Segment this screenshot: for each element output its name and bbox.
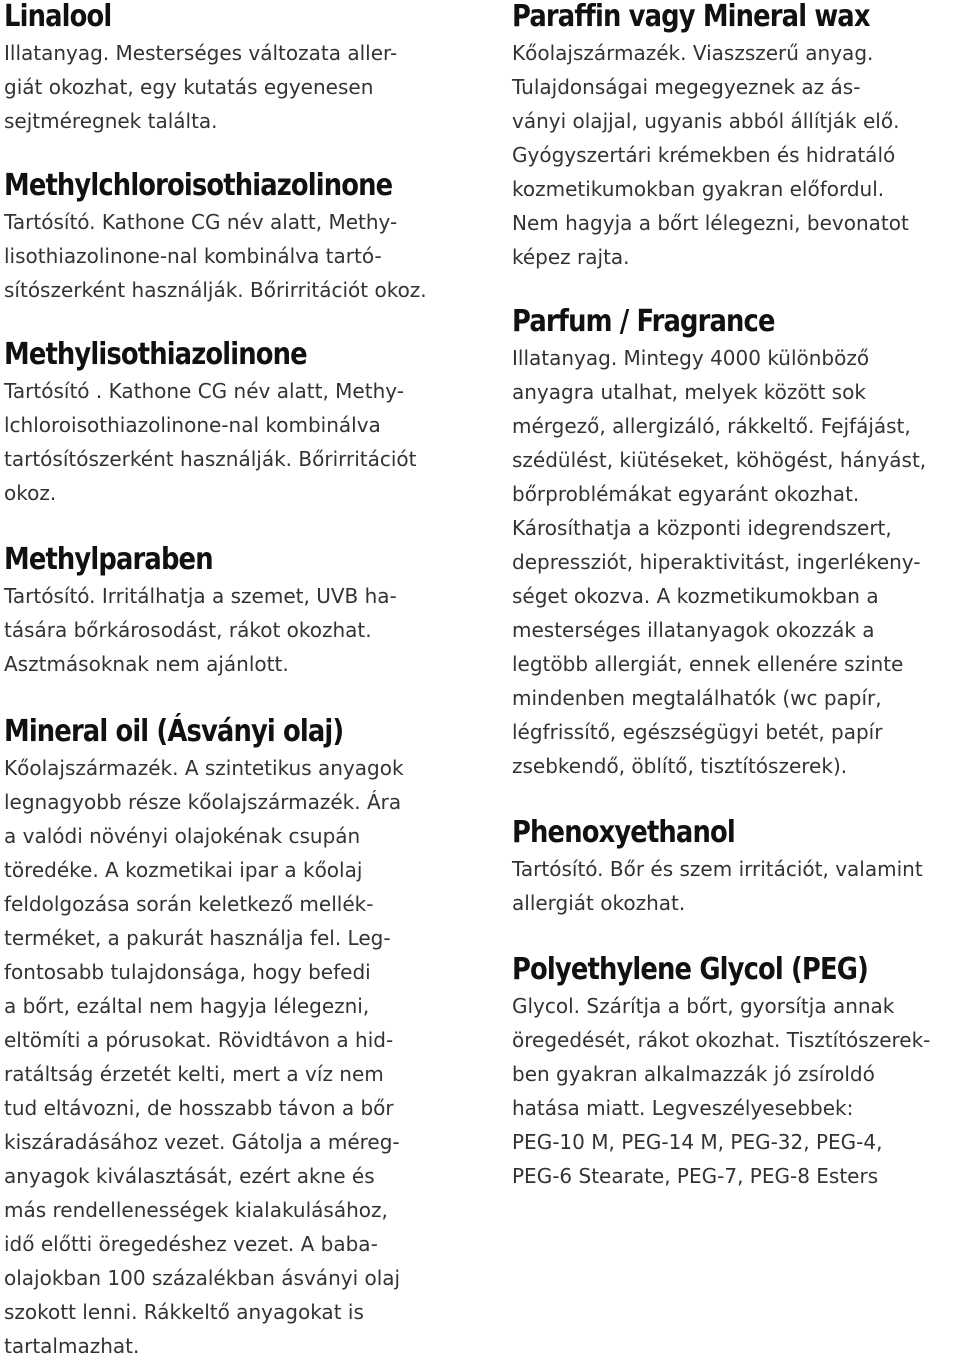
entry-title: Linalool <box>4 0 112 34</box>
body-line: sejtméregnek találta. <box>4 109 218 133</box>
body-line: tud eltávozni, de hosszabb távon a bőr <box>4 1096 394 1120</box>
entry-title: Methylparaben <box>4 542 213 577</box>
entry-title: Phenoxyethanol <box>512 815 735 850</box>
body-line: terméket, a pakurát használja fel. Leg- <box>4 926 391 950</box>
body-line: Tartósító. Irritálhatja a szemet, UVB ha- <box>4 584 397 608</box>
body-line: allergiát okozhat. <box>512 891 686 915</box>
body-line: Illatanyag. Mintegy 4000 különböző <box>512 346 870 370</box>
body-line: más rendellenességek kialakulásához, <box>4 1198 388 1222</box>
body-line: lchloroisothiazolinone-nal kombinálva <box>4 413 381 437</box>
entry-title: Paraffin vagy Mineral wax <box>512 0 870 34</box>
body-line: anyagra utalhat, melyek között sok <box>512 380 866 404</box>
body-line: ben gyakran alkalmazzák jó zsíroldó <box>512 1062 875 1086</box>
entry-peg <box>512 951 930 1193</box>
body-line: bőrproblémákat egyaránt okozhat. <box>512 482 860 506</box>
body-line: zsebkendő, öblítő, tisztítószerek). <box>512 754 848 778</box>
entry-methylchloroisothiazolinone <box>4 167 455 307</box>
entry-mineral-oil <box>4 713 404 1363</box>
body-line: Asztmásoknak nem ajánlott. <box>4 652 289 676</box>
entry-linalool <box>4 0 397 138</box>
body-line: legtöbb allergiát, ennek ellenére szinte <box>512 652 904 676</box>
body-line: szédülést, kiütéseket, köhögést, hányást, <box>512 448 927 472</box>
body-line: ratáltság érzetét kelti, mert a víz nem <box>4 1062 384 1086</box>
body-line: anyagok kiválasztását, ezért akne és <box>4 1164 375 1188</box>
entry-methylisothiazolinone <box>4 336 417 510</box>
body-line: mindenben megtalálhatók (wc papír, <box>512 686 882 710</box>
entry-body <box>4 374 417 510</box>
body-line: feldolgozása során keletkező mellék- <box>4 892 374 916</box>
body-line: depressziót, hiperaktivitást, ingerlékeny- <box>512 550 921 574</box>
body-line: a bőrt, ezáltal nem hagyja lélegezni, <box>4 994 370 1018</box>
body-line: fontosabb tulajdonsága, hogy befedi <box>4 960 371 984</box>
entry-title: Methylchloroisothiazolinone <box>4 168 393 203</box>
body-line: képez rajta. <box>512 245 630 269</box>
body-line: öregedését, rákot okozhat. Tisztítószerek- <box>512 1028 931 1052</box>
body-line: Kőolajszármazék. Viaszszerű anyag. <box>512 41 874 65</box>
body-line: mesterséges illatanyagok okozzák a <box>512 618 875 642</box>
entry-body <box>512 341 926 783</box>
body-line: hatása miatt. Legveszélyesebbek: <box>512 1096 854 1120</box>
entry-methylparaben <box>4 541 397 681</box>
body-line: Tartósító . Kathone CG név alatt, Methy- <box>4 379 404 403</box>
entry-title: Parfum / Fragrance <box>512 304 775 339</box>
body-line: giát okozhat, egy kutatás egyenesen <box>4 75 374 99</box>
entry-parfum <box>512 303 926 783</box>
body-line: Tulajdonságai megegyeznek az ás- <box>512 75 861 99</box>
body-line: PEG-10 M, PEG-14 M, PEG-32, PEG-4, <box>512 1130 883 1154</box>
body-line: idő előtti öregedéshez vezet. A baba- <box>4 1232 378 1256</box>
body-line: töredéke. A kozmetikai ipar a kőolaj <box>4 858 363 882</box>
body-line: Illatanyag. Mesterséges változata aller- <box>4 41 398 65</box>
body-line: Tartósító. Kathone CG név alatt, Methy- <box>4 210 398 234</box>
body-line: lisothiazolinone-nal kombinálva tartó- <box>4 244 382 268</box>
body-line: tartósítószerként használják. Bőrirritációt <box>4 447 417 471</box>
body-line: kozmetikumokban gyakran előfordul. <box>512 177 885 201</box>
entry-title: Polyethylene Glycol (PEG) <box>512 952 868 987</box>
body-line: Károsíthatja a központi idegrendszert, <box>512 516 892 540</box>
entry-body <box>4 579 397 681</box>
body-line: séget okozva. A kozmetikumokban a <box>512 584 879 608</box>
entry-body <box>512 36 928 274</box>
body-line: kiszáradásához vezet. Gátolja a méreg- <box>4 1130 400 1154</box>
entry-body <box>4 751 404 1363</box>
body-line: Tartósító. Bőr és szem irritációt, valamint <box>512 857 923 881</box>
body-line: légfrissítő, egészségügyi betét, papír <box>512 720 883 744</box>
body-line: PEG-6 Stearate, PEG-7, PEG-8 Esters <box>512 1164 879 1188</box>
body-line: tartalmazhat. <box>4 1334 140 1358</box>
body-line: legnagyobb része kőolajszármazék. Ára <box>4 790 402 814</box>
entry-body <box>512 989 930 1193</box>
entry-phenoxyethanol <box>512 814 923 920</box>
entry-body <box>4 36 397 138</box>
body-line: szokott lenni. Rákkeltő anyagokat is <box>4 1300 364 1324</box>
entry-body <box>512 852 923 920</box>
body-line: ványi olajjal, ugyanis abból állítják elő. <box>512 109 900 133</box>
entry-title: Methylisothiazolinone <box>4 337 307 372</box>
body-line: Kőolajszármazék. A szintetikus anyagok <box>4 756 404 780</box>
body-line: Gyógyszertári krémekben és hidratáló <box>512 143 896 167</box>
entry-paraffin <box>512 0 928 274</box>
body-line: Nem hagyja a bőrt lélegezni, bevonatot <box>512 211 909 235</box>
entry-title: Mineral oil (Ásványi olaj) <box>4 714 344 749</box>
body-line: mérgező, allergizáló, rákkeltő. Fejfájást, <box>512 414 911 438</box>
body-line: sítószerként használják. Bőrirritációt okoz. <box>4 278 427 302</box>
body-line: okoz. <box>4 481 57 505</box>
body-line: tására bőrkárosodást, rákot okozhat. <box>4 618 372 642</box>
body-line: a valódi növényi olajokénak csupán <box>4 824 361 848</box>
entry-body <box>4 205 455 307</box>
body-line: eltömíti a pórusokat. Rövidtávon a hid- <box>4 1028 394 1052</box>
body-line: Glycol. Szárítja a bőrt, gyorsítja annak <box>512 994 895 1018</box>
body-line: olajokban 100 százalékban ásványi olaj <box>4 1266 401 1290</box>
